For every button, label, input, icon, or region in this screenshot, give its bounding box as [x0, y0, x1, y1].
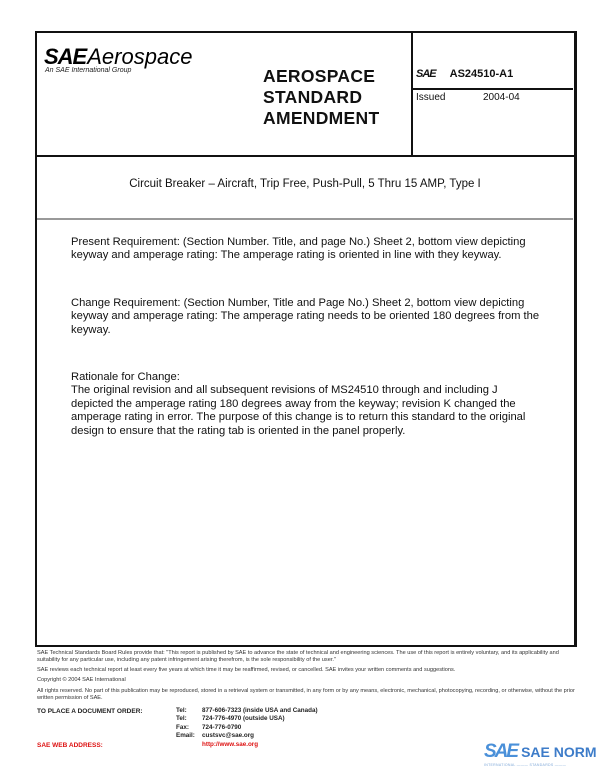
issued-date: 2004-04 [483, 92, 520, 103]
title-line-3: AMENDMENT [263, 108, 380, 128]
sae-mini-logo-icon: SAE [416, 68, 436, 80]
document-number-value: AS24510-A1 [449, 68, 514, 80]
contact-value: 724-776-4970 (outside USA) [202, 715, 285, 723]
present-requirement: Present Requirement: (Section Number. Title, and page No.) Sheet 2, bottom view depicting keyway and amperage rating: The amperage rating is oriented in line with they keyway. [71, 236, 526, 262]
review-policy: SAE reviews each technical report at least every five years at which time it may be reaffirmed, revised, or cancelled. SAE invites your written comments and suggestions. [37, 667, 456, 673]
contact-fax [176, 724, 318, 732]
rationale-section [71, 371, 541, 438]
header-right-bottom-divider [411, 155, 575, 157]
sae-logo-mark: SAE [44, 44, 87, 69]
copyright: Copyright © 2004 SAE International [37, 677, 126, 683]
header-divider [35, 155, 413, 157]
web-address-label: SAE WEB ADDRESS: [37, 742, 103, 749]
contact-list [176, 707, 318, 749]
contact-label: Email: [176, 732, 195, 740]
document-subject: Circuit Breaker – Aircraft, Trip Free, Push-Pull, 5 Thru 15 AMP, Type I [129, 178, 481, 190]
logo-name: Aerospace [87, 44, 193, 69]
rationale-heading: Rationale for Change: [71, 371, 180, 383]
sae-aerospace-logo [44, 44, 192, 74]
watermark-name: SAE NORM [521, 744, 597, 760]
rationale-text: The original revision and all subsequent revisions of MS24510 through and including J depicted the amperage rating 180 degrees away from the keyway; revision K changed the amperage rating in error. The purpose of this change is to return this standard to the original design to ensure that the rating tab is oriented in the panel properly. [71, 384, 526, 437]
subject-divider [37, 218, 573, 220]
contact-value: 724-776-0790 [202, 723, 242, 731]
contact-email [176, 732, 318, 740]
web-address-link[interactable]: http://www.sae.org [202, 740, 259, 748]
document-type-title [263, 66, 379, 129]
title-line-2: STANDARD [263, 87, 363, 107]
logo-tagline: An SAE International Group [45, 67, 132, 74]
document-number [416, 68, 513, 80]
rights-notice: All rights reserved. No part of this publication may be reproduced, stored in a retrieval system or transmitted, in any form or by any means, electronic, mechanical, photocopying, recording, or otherwise, without the prior written permission of SAE. [37, 688, 575, 701]
contact-label: Fax: [176, 723, 189, 731]
board-rules-notice: SAE Technical Standards Board Rules provide that: "This report is published by SAE to advance the state of technical and engineering sciences. The use of this report is entirely voluntary, and its applicability and suitability for any particular use, including any patent infringement arising therefrom, is the sole responsibility of the user." [37, 650, 559, 663]
header-column-divider [411, 31, 413, 157]
issued-label: Issued [416, 92, 446, 103]
contact-web [176, 741, 318, 749]
contact-email-link[interactable]: custsvc@sae.org [202, 732, 254, 740]
doc-number-divider [411, 88, 573, 90]
contact-tel-international [176, 715, 318, 723]
contact-tel-domestic [176, 707, 318, 715]
watermark-subtitle: INTERNATIONAL ——— STANDARDS ——— [484, 763, 567, 767]
sae-watermark-logo-icon: SAE [484, 741, 518, 762]
sae-norm-watermark [484, 741, 597, 763]
contact-label: Tel: [176, 715, 187, 723]
contact-value: 877-606-7323 (inside USA and Canada) [202, 707, 318, 714]
order-label: TO PLACE A DOCUMENT ORDER: [37, 708, 143, 715]
change-requirement: Change Requirement: (Section Number, Title and Page No.) Sheet 2, bottom view depicting keyway and amperage rating: The amperage rating needs to be oriented 180 degrees from the keyway. [71, 297, 540, 336]
contact-label: Tel: [176, 707, 187, 714]
title-line-1: AEROSPACE [263, 66, 376, 86]
